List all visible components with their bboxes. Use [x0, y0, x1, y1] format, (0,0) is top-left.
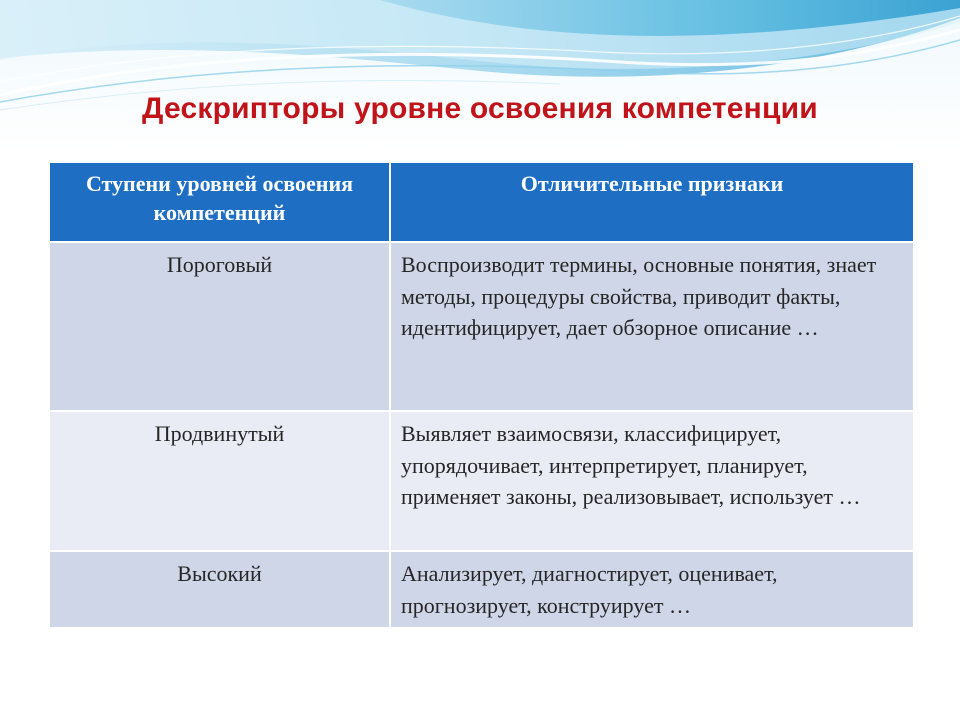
signs-threshold: Воспроизводит термины, основные понятия, знает методы, процедуры свойства, приводит факты, идентифицирует, дает обзорное описание …	[390, 242, 913, 411]
table-row	[50, 242, 913, 411]
level-high: Высокий	[50, 551, 390, 628]
table-header-row	[50, 163, 913, 242]
signs-advanced: Выявляет взаимосвязи, классифицирует, упорядочивает, интерпретирует, планирует, применяет законы, реализовывает, использует …	[390, 411, 913, 551]
descriptor-table	[50, 163, 913, 629]
header-levels: Ступени уровней освоения компетенций	[50, 163, 390, 242]
table-row	[50, 551, 913, 628]
level-advanced: Продвинутый	[50, 411, 390, 551]
slide-title: Дескрипторы уровне освоения компетенции	[142, 92, 818, 125]
signs-high: Анализирует, диагностирует, оценивает, прогнозирует, конструирует …	[390, 551, 913, 628]
header-signs: Отличительные признаки	[390, 163, 913, 242]
level-threshold: Пороговый	[50, 242, 390, 411]
table-row	[50, 411, 913, 551]
